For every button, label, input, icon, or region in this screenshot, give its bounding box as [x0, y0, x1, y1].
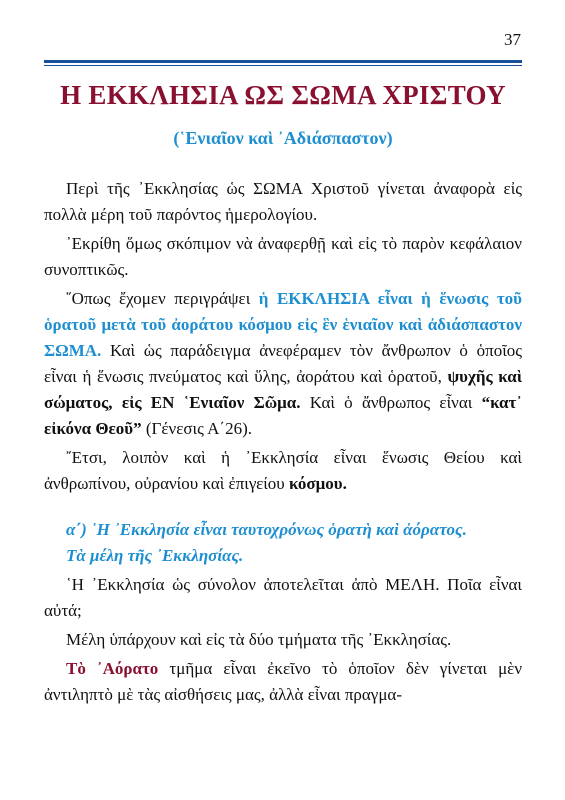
- section-heading-line-2: Τὰ μέλη τῆς ᾿Εκκλησίας.: [66, 546, 244, 565]
- p7-text-b: τμῆμα εἶναι ἐκεῖνο τὸ ὁποῖον δὲν γίνεται μὲν ἀντιληπτὸ μὲ τὰς αἰσθήσεις μας, ἀλλὰ εἶναι πραγμα-: [44, 659, 523, 704]
- chapter-subtitle: (῾Ενιαῖον καὶ ᾿Αδιάσπαστον): [173, 128, 393, 148]
- paragraph-7: [44, 656, 522, 708]
- paragraph-4: [44, 445, 522, 497]
- p3-text-a: ῞Οπως ἔχομεν περιγράψει: [66, 289, 259, 308]
- section-subheading: [44, 543, 522, 569]
- section-heading-line-1: α΄) ῾Η ᾿Εκκλησία εἶναι ταυτοχρόνως ὁρατὴ καὶ ἀόρατος.: [66, 520, 467, 539]
- p3-highlight: ἡ ΕΚΚΛΗΣΙΑ εἶναι ἡ ἕνωσις τοῦ ὁρατοῦ μετὰ τοῦ ἀοράτου κόσμου εἰς ἓν ἑνιαῖον καὶ ἀδιάσπαστον ΣΩΜΑ.: [44, 289, 522, 360]
- paragraph-1: Περὶ τῆς ᾿Εκκλησίας ὡς ΣΩΜΑ Χριστοῦ γίνεται ἀναφορὰ εἰς πολλὰ μέρη τοῦ παρόντος ἡμερολογίου.: [44, 179, 522, 224]
- p3-bold-d: ψυχῆς καὶ σώματος, εἰς ΕΝ ῾Ενιαῖον Σῶμα.: [44, 367, 523, 412]
- p3-text-c: Καὶ ὡς παράδειγμα ἀνεφέραμεν τὸν ἄνθρωπον ὁ ὁποῖος εἶναι ἡ ἕνωσις πνεύματος καὶ ὕλης, ἀοράτου καὶ ὁρατοῦ,: [44, 341, 522, 386]
- page-number: 37: [504, 30, 521, 49]
- header-rule: [44, 60, 522, 63]
- paragraph-2: ᾿Εκρίθη ὅμως σκόπιμον νὰ ἀναφερθῇ καὶ εἰς τὸ παρὸν κεφάλαιον συνοπτικῶς.: [44, 234, 522, 279]
- chapter-title: Η ΕΚΚΛΗΣΙΑ ΩΣ ΣΩΜΑ ΧΡΙΣΤΟΥ: [60, 80, 506, 110]
- p4-bold-b: κόσμου.: [288, 474, 347, 493]
- p3-reference: (Γένεσις Α΄26).: [141, 419, 252, 438]
- header-rule-thin: [44, 65, 522, 66]
- paragraph-3: [44, 286, 522, 442]
- paragraph-5: ῾Η ᾿Εκκλησία ὡς σύνολον ἀποτελεῖται ἀπὸ ΜΕΛΗ. Ποῖα εἶναι αὐτά;: [44, 575, 522, 620]
- paragraph-6: Μέλη ὑπάρχουν καὶ εἰς τὰ δύο τμήματα τῆς ᾿Εκκλησίας.: [66, 630, 452, 649]
- p3-text-e: Καὶ ὁ ἄνθρωπος εἶναι: [300, 393, 482, 412]
- body-text: [44, 176, 522, 711]
- p7-highlight: Τὸ ᾿Αόρατο: [66, 659, 159, 678]
- p3-quote: “κατ᾿ εἰκόνα Θεοῦ”: [44, 393, 522, 438]
- p4-text-a: ῎Ετσι, λοιπὸν καὶ ἡ ᾿Εκκλησία εἶναι ἕνωσις Θείου καὶ ἀνθρωπίνου, οὐρανίου καὶ ἐπιγείου: [44, 448, 522, 493]
- section-heading: [44, 517, 522, 543]
